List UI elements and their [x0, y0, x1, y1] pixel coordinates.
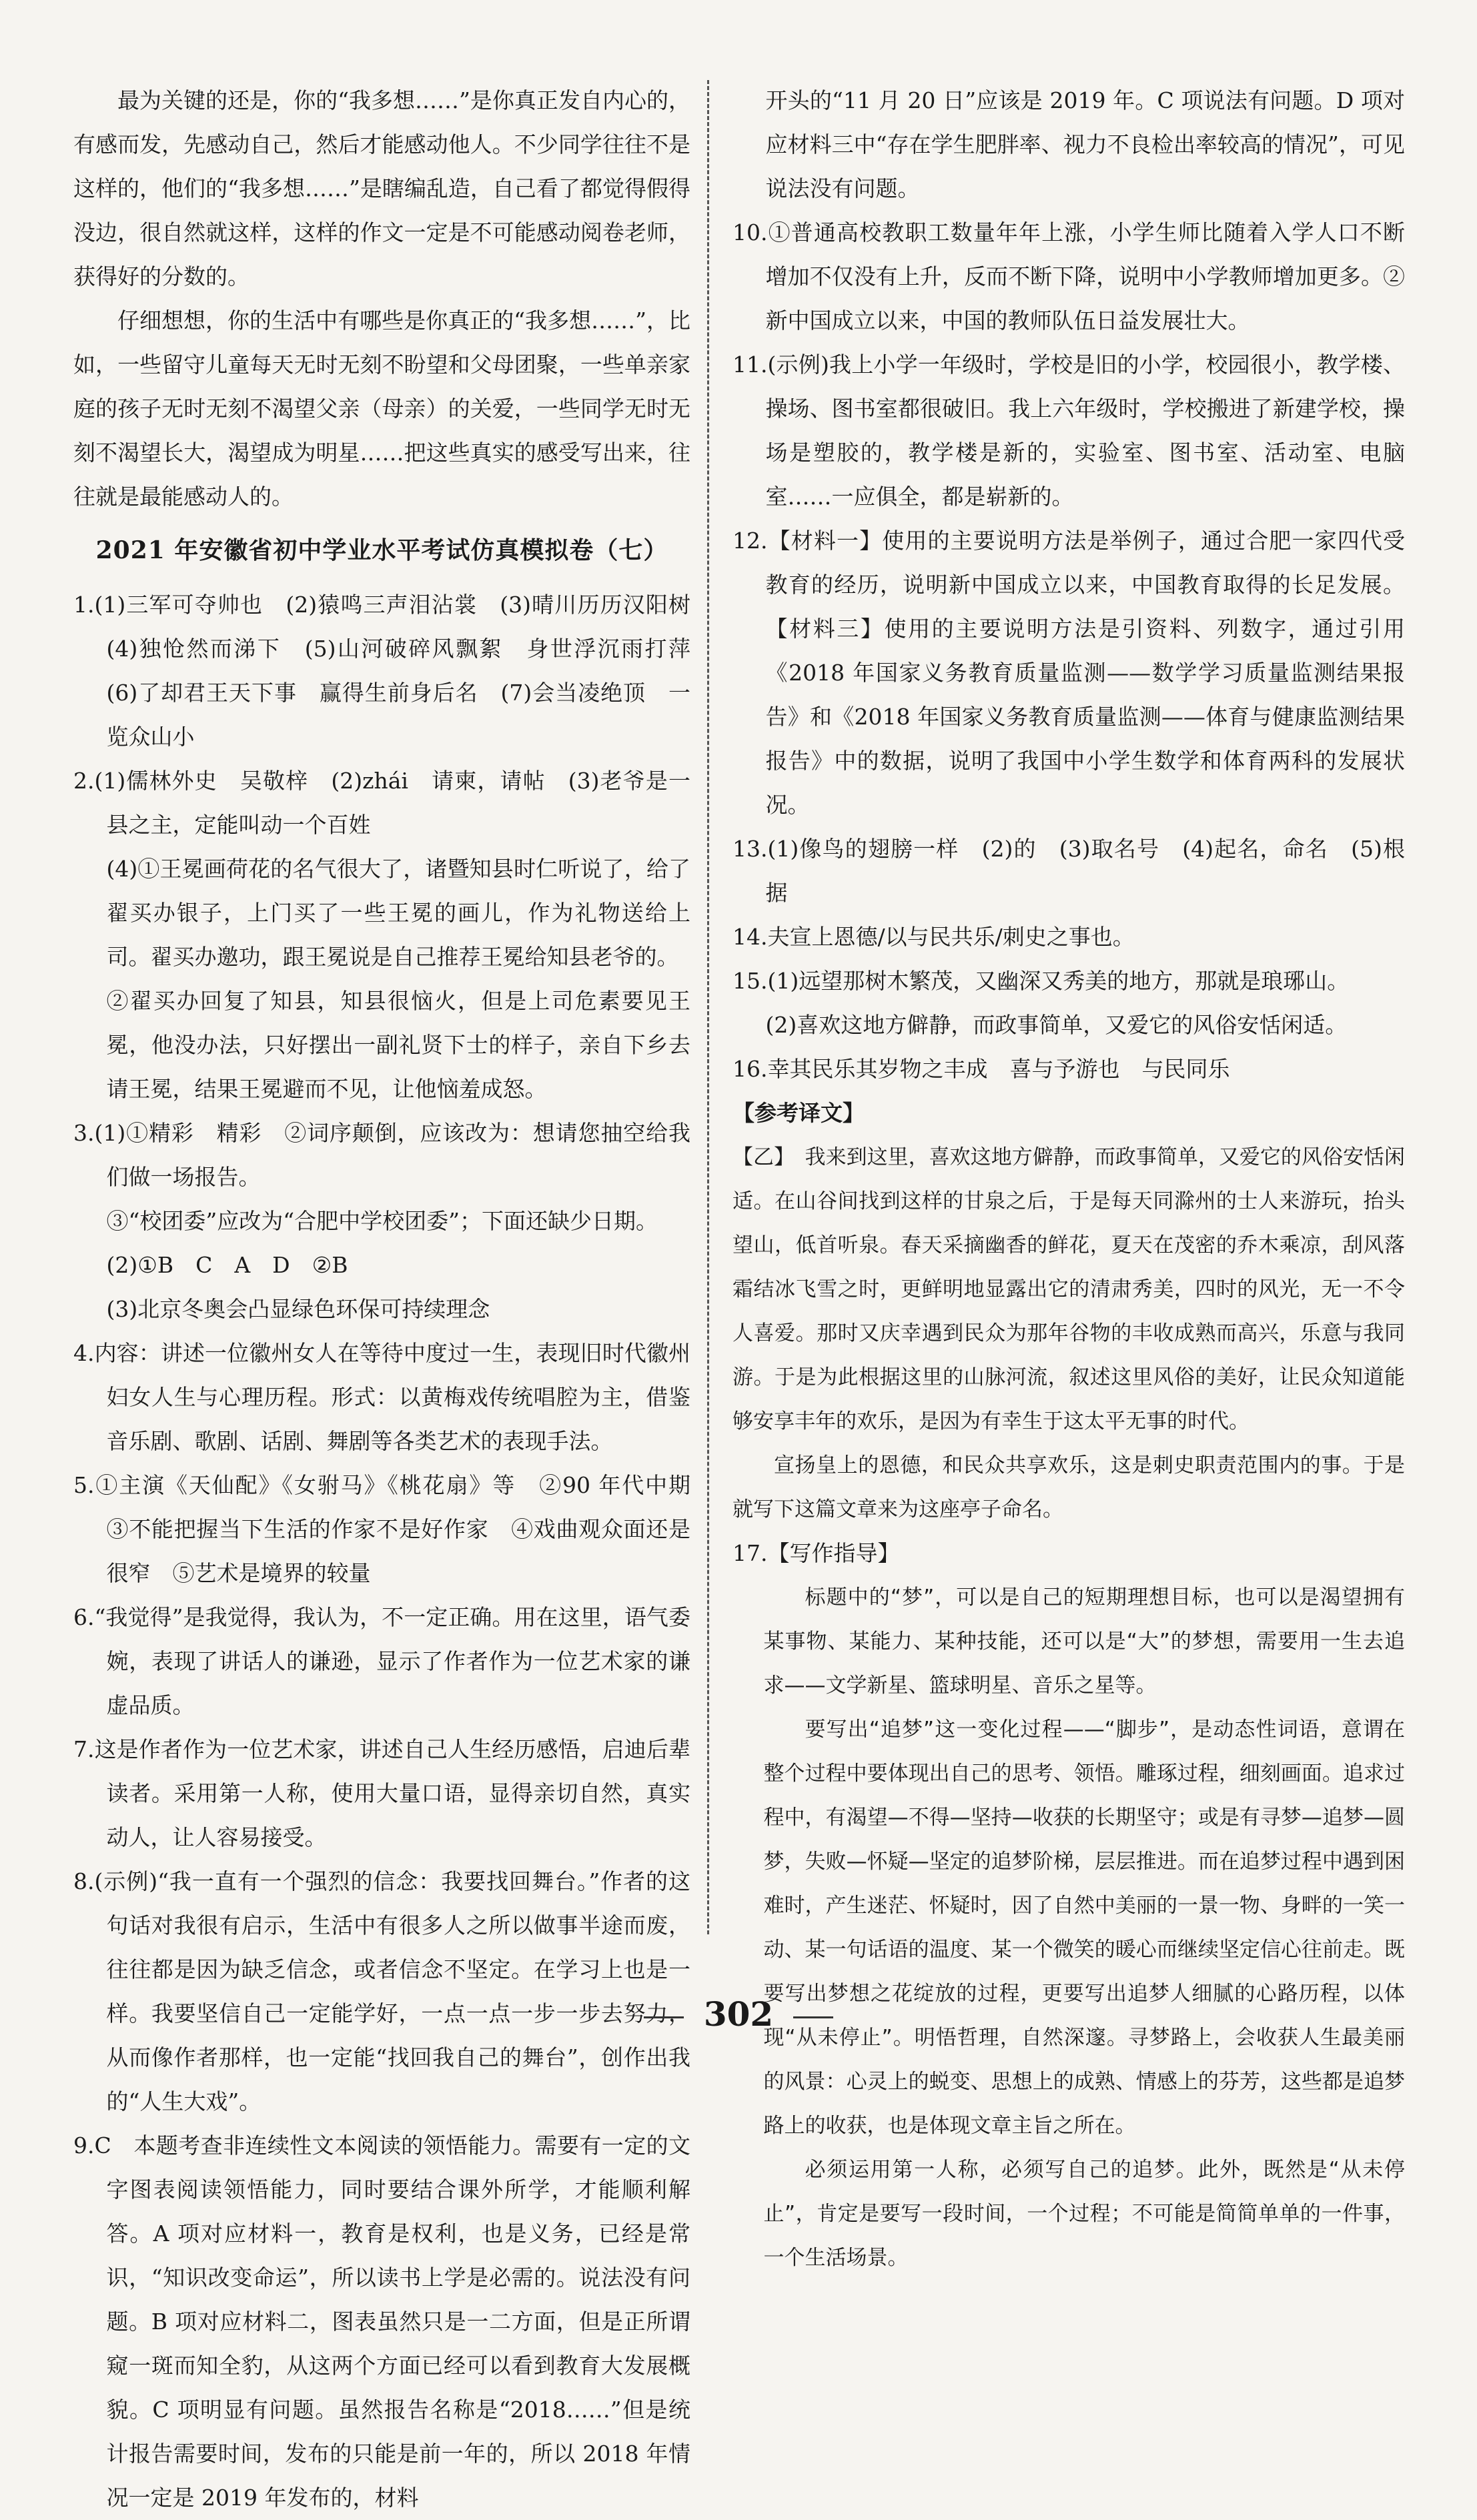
column-divider: [707, 80, 709, 1934]
answer-item-3-sub: (3)北京冬奥会凸显绿色环保可持续理念: [106, 1296, 490, 1322]
left-column: [73, 79, 712, 2520]
answer-item-11: 11.(示例)我上小学一年级时，学校是旧的小学，校园很小，教学楼、操场、图书室都很破旧。我上六年级时，学校搬进了新建学校，操场是塑胶的，教学楼是新的，实验室、图书室、活动室、电脑室……一应俱全，都是崭新的。: [732, 352, 1405, 510]
answer-item-2-sub: ②翟买办回复了知县，知县很恼火，但是上司危素要见王冕，他没办法，只好摆出一副礼贤下士的样子，亲自下乡去请王冕，结果王冕避而不见，让他恼羞成怒。: [106, 988, 690, 1102]
answer-item-9-continued: 开头的“11 月 20 日”应该是 2019 年。C 项说法有问题。D 项对应材料三中“存在学生肥胖率、视力不良检出率较高的情况”，可见说法没有问题。: [765, 87, 1405, 201]
intro-paragraph: 仔细想想，你的生活中有哪些是你真正的“我多想……”，比如，一些留守儿童每天无时无刻不盼望和父母团聚，一些单亲家庭的孩子无时无刻不渴望父亲（母亲）的关爱，一些同学无时无刻不渴望长大，渴望成为明星……把这些真实的感受写出来，往往就是最能感动人的。: [73, 307, 690, 510]
answer-item-2-sub: (4)①王冕画荷花的名气很大了，诸暨知县时仁听说了，给了翟买办银子，上门买了一些王冕的画儿，作为礼物送给上司。翟买办邀功，跟王冕说是自己推荐王冕给知县老爷的。: [106, 856, 690, 970]
answer-item-3-sub: ③“校团委”应改为“合肥中学校团委”；下面还缺少日期。: [106, 1208, 658, 1234]
footer-dash-right: [793, 2016, 833, 2018]
writing-guide-paragraph: 标题中的“梦”，可以是自己的短期理想目标，也可以是渴望拥有某事物、某能力、某种技能，还可以是“大”的梦想，需要用一生去追求——文学新星、篮球明星、音乐之星等。: [763, 1586, 1405, 1698]
answer-item-15-sub: (2)喜欢这地方僻静，而政事简单，又爱它的风俗安恬闲适。: [765, 1012, 1348, 1038]
answer-item-6: 6.“我觉得”是我觉得，我认为，不一定正确。用在这里，语气委婉，表现了讲话人的谦逊，显示了作者作为一位艺术家的谦虚品质。: [73, 1604, 690, 1718]
answer-item-13: 13.(1)像鸟的翅膀一样 (2)的 (3)取名号 (4)起名，命名 (5)根据: [732, 836, 1405, 906]
answer-item-12: 12.【材料一】使用的主要说明方法是举例子，通过合肥一家四代受教育的经历，说明新中国成立以来，中国教育取得的长足发展。【材料三】使用的主要说明方法是引资料、列数字，通过引用《2018 年国家义务教育质量监测——数学学习质量监测结果报告》和《2018 年国家义务教育质量监测——体育与健康监测结果报告》中的数据，说明了我国中小学生数学和体育两科的发展状况。: [732, 528, 1405, 818]
answer-item-7: 7.这是作者作为一位艺术家，讲述自己人生经历感悟，启迪后辈读者。采用第一人称，使用大量口语，显得亲切自然，真实动人，让人容易接受。: [73, 1736, 690, 1850]
right-column: [732, 79, 1405, 2280]
footer-dash-left: [644, 2016, 684, 2018]
answer-item-14: 14.夫宣上恩德/以与民共乐/刺史之事也。: [732, 924, 1135, 950]
answer-item-3: 3.(1)①精彩 精彩 ②词序颠倒，应该改为：想请您抽空给我们做一场报告。: [73, 1120, 690, 1190]
answer-item-4: 4.内容：讲述一位徽州女人在等待中度过一生，表现旧时代徽州妇女人生与心理历程。形式：以黄梅戏传统唱腔为主，借鉴音乐剧、歌剧、话剧、舞剧等各类艺术的表现手法。: [73, 1340, 690, 1454]
answer-item-1: 1.(1)三军可夺帅也 (2)猿鸣三声泪沾裳 (3)晴川历历汉阳树 (4)独怆然而涕下 (5)山河破碎风飘絮 身世浮沉雨打萍 (6)了却君王天下事 赢得生前身后名 (7)会当凌绝顶 一览众山小: [73, 592, 712, 750]
translation-paragraph: 【乙】 我来到这里，喜欢这地方僻静，而政事简单，又爱它的风俗安恬闲适。在山谷间找到这样的甘泉之后，于是每天同滁州的士人来游玩，抬头望山，低首听泉。春天采摘幽香的鲜花，夏天在茂密的乔木乘凉，刮风落霜结冰飞雪之时，更鲜明地显露出它的清肃秀美，四时的风光，无一不令人喜爱。那时又庆幸遇到民众为那年谷物的丰收成熟而高兴，乐意与我同游。于是为此根据这里的山脉河流，叙述这里风俗的美好，让民众知道能够安享丰年的欢乐，是因为有幸生于这太平无事的时代。: [732, 1145, 1405, 1433]
answer-item-8: 8.(示例)“我一直有一个强烈的信念：我要找回舞台。”作者的这句话对我很有启示，生活中有很多人之所以做事半途而废，往往都是因为缺乏信念，或者信念不坚定。在学习上也是一样。我要坚信自己一定能学好，一点一点一步一步去努力，从而像作者那样，也一定能“找回我自己的舞台”，创作出我的“人生大戏”。: [73, 1868, 690, 2114]
answer-item-15: 15.(1)远望那树木繁茂，又幽深又秀美的地方，那就是琅琊山。: [732, 968, 1350, 994]
answer-item-5: 5.①主演《天仙配》《女驸马》《桃花扇》等 ②90 年代中期 ③不能把握当下生活的作家不是好作家 ④戏曲观众面还是很窄 ⑤艺术是境界的较量: [73, 1472, 712, 1586]
answer-item-2: 2.(1)儒林外史 吴敬梓 (2)zhái 请柬，请帖 (3)老爷是一县之主，定能叫动一个百姓: [73, 768, 690, 838]
page-footer: [0, 1994, 1477, 2034]
writing-guide-label: 17.【写作指导】: [732, 1540, 900, 1566]
translation-paragraph: 宣扬皇上的恩德，和民众共享欢乐，这是刺史职责范围内的事。于是就写下这篇文章来为这座亭子命名。: [732, 1453, 1405, 1521]
reference-translation-label: 【参考译文】: [732, 1100, 865, 1126]
writing-guide-paragraph: 要写出“追梦”这一变化过程——“脚步”，是动态性词语，意谓在整个过程中要体现出自己的思考、领悟。雕琢过程，细刻画面。追求过程中，有渴望—不得—坚持—收获的长期坚守；或是有寻梦—追梦—圆梦，失败—怀疑—坚定的追梦阶梯，层层推进。而在追梦过程中遇到困难时，产生迷茫、怀疑时，因了自然中美丽的一景一物、身畔的一笑一动、某一句话语的温度、某一个微笑的暖心而继续坚定信心往前走。既要写出梦想之花绽放的过程，更要写出追梦人细腻的心路历程，以体现“从未停止”。明悟哲理，自然深邃。寻梦路上，会收获人生最美丽的风景：心灵上的蜕变、思想上的成熟、情感上的芬芳，这些都是追梦路上的收获，也是体现文章主旨之所在。: [763, 1718, 1405, 2138]
answer-item-10: 10.①普通高校教职工数量年年上涨，小学生师比随着入学人口不断增加不仅没有上升，反而不断下降，说明中小学教师增加更多。②新中国成立以来，中国的教师队伍日益发展壮大。: [732, 219, 1405, 334]
section-title: 2021 年安徽省初中学业水平考试仿真模拟卷（七）: [95, 536, 668, 564]
intro-paragraph: 最为关键的还是，你的“我多想……”是你真正发自内心的，有感而发，先感动自己，然后才能感动他人。不少同学往往不是这样的，他们的“我多想……”是瞎编乱造，自己看了都觉得假得没边，很自然就这样，这样的作文一定是不可能感动阅卷老师，获得好的分数的。: [73, 87, 690, 289]
answer-item-9: 9.C 本题考查非连续性文本阅读的领悟能力。需要有一定的文字图表阅读领悟能力，同时要结合课外所学，才能顺利解答。A 项对应材料一，教育是权利，也是义务，已经是常识，“知识改变命运”，所以读书上学是必需的。说法没有问题。B 项对应材料二，图表虽然只是一二方面，但是正所谓窥一斑而知全豹，从这两个方面已经可以看到教育大发展概貌。C 项明显有问题。虽然报告名称是“2018……”但是统计报告需要时间，发布的只能是前一年的，所以 2018 年情况一定是 2019 年发布的，材料: [73, 2132, 690, 2511]
answer-item-16: 16.幸其民乐其岁物之丰成 喜与予游也 与民同乐: [732, 1056, 1230, 1082]
writing-guide-paragraph: 必须运用第一人称，必须写自己的追梦。此外，既然是“从未停止”，肯定是要写一段时间，一个过程；不可能是简简单单的一件事，一个生活场景。: [763, 2158, 1405, 2270]
answer-item-3-sub: (2)①B C A D ②B: [106, 1252, 348, 1278]
page-number: 302: [703, 1994, 774, 2034]
